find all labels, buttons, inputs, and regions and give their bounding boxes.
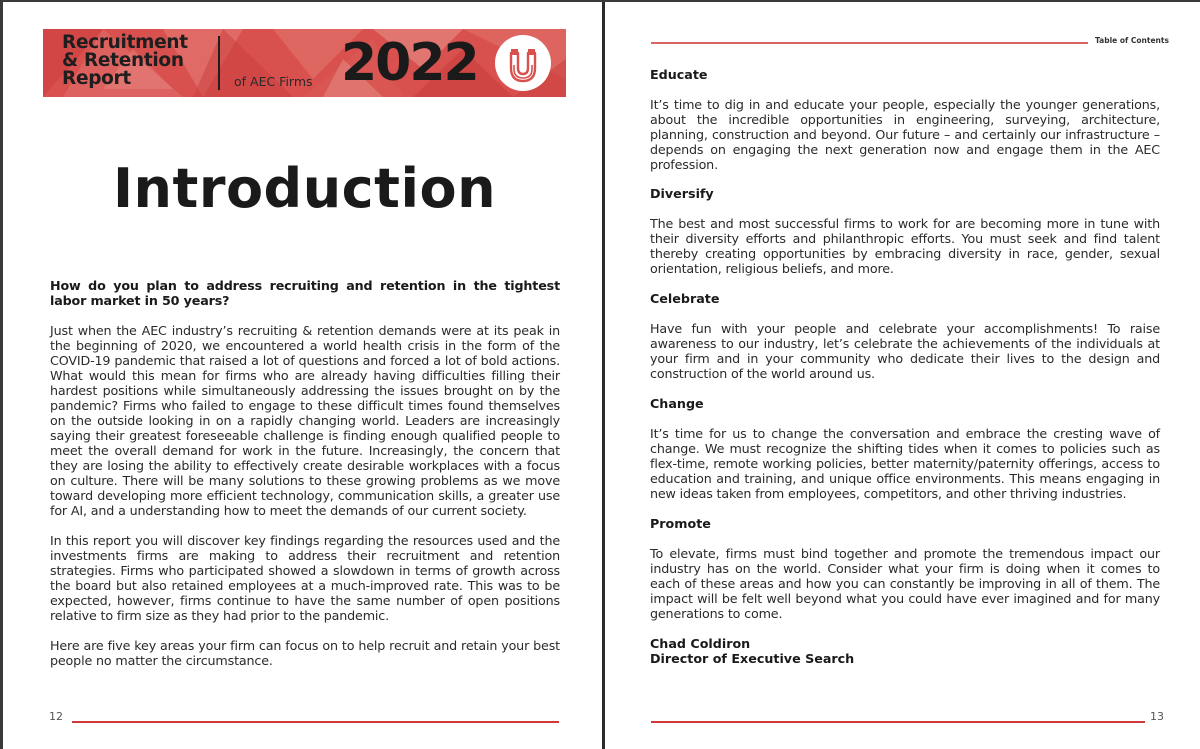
- section-diversify: [650, 186, 1160, 276]
- signature-name: Chad Coldiron: [650, 636, 751, 651]
- section-heading: Promote: [650, 516, 711, 531]
- page-13: [605, 2, 1200, 749]
- section-heading: Diversify: [650, 186, 714, 201]
- report-banner: [43, 29, 566, 97]
- section-celebrate: [650, 291, 1160, 381]
- section-text: It’s time to dig in and educate your people, especially the younger generations, about the incredible opportunities in engineering, surveying, architecture, planning, construction and beyond. Our future – and certainly our infrastructure – depends on engaging the next generation now and engage them in the AEC profession.: [650, 97, 1160, 172]
- section-heading: Change: [650, 396, 704, 411]
- section-change: [650, 396, 1160, 501]
- banner-title-line: & Retention: [62, 50, 184, 71]
- intro-paragraph: In this report you will discover key findings regarding the resources used and the investments firms are making to address their recruitment and retention strategies. Firms who participated showed a slowdown in terms of growth across the board but also retained employees at a much-improved rate. This was to be expected, however, firms continue to have the same number of open positions relative to firm size as they had prior to the pandemic.: [50, 533, 560, 623]
- table-of-contents-link[interactable]: Table of Contents: [1095, 36, 1169, 45]
- banner-title-line: Recruitment: [62, 32, 188, 53]
- intro-paragraph: Here are five key areas your firm can focus on to help recruit and retain your best people no matter the circumstance.: [50, 638, 560, 668]
- section-text: Have fun with your people and celebrate your accomplishments! To raise awareness to our industry, let’s celebrate the achievements of the individuals at your firm and in your community who dedicate their lives to the design and construction of the world around us.: [650, 321, 1160, 381]
- intro-paragraph: Just when the AEC industry’s recruiting & retention demands were at its peak in the beginning of 2020, we encountered a world health crisis in the form of the COVID-19 pandemic that raised a lot of questions and forced a lot of bold actions. What would this mean for firms who are already having difficulties filling their hardest positions while simultaneously addressing the issues brought on by the pandemic? Firms who failed to engage to these difficult times found themselves on the outside looking in on a rapidly changing world. Leaders are increasingly saying their greatest foreseeable challenge is finding enough qualified people to meet the overall demand for work in the future. Increasingly, the concern that they are losing the ability to effectively create desirable workplaces with a focus on culture. There will be many solutions to these growing problems as we move toward developing more efficient technology, communication skills, a greater use for AI, and a understanding how to meet the demands of our current society.: [50, 323, 560, 518]
- signature: [650, 636, 1160, 666]
- page-title: Introduction: [112, 157, 497, 220]
- page-12: [3, 2, 602, 749]
- magnet-icon: [495, 35, 551, 91]
- banner-title: [62, 34, 188, 88]
- page-number: 12: [49, 710, 63, 723]
- section-educate: [650, 67, 1160, 172]
- intro-question: How do you plan to address recruiting and retention in the tightest labor market in 50 years?: [50, 278, 560, 308]
- section-promote: [650, 516, 1160, 621]
- signature-title: Director of Executive Search: [650, 651, 855, 666]
- banner-subtitle: of AEC Firms: [234, 74, 313, 89]
- section-heading: Educate: [650, 67, 708, 82]
- section-text: To elevate, firms must bind together and promote the tremendous impact our industry has on the world. Consider what your firm is doing when it comes to each of these areas and how you can constantly be improving in all of them. The impact will be felt well beyond what you could have ever imagined and for many generations to come.: [650, 546, 1160, 621]
- banner-year: 2022: [341, 33, 478, 93]
- header-rule: [651, 42, 1088, 44]
- banner-title-line: Report: [62, 68, 131, 89]
- section-text: The best and most successful firms to work for are becoming more in tune with their diversity efforts and philanthropic efforts. You must seek and find talent thereby creating opportunities by embracing diversity in race, gender, sexual orientation, religious beliefs, and more.: [650, 216, 1160, 276]
- banner-divider: [218, 36, 220, 90]
- page-number: 13: [1150, 710, 1164, 723]
- section-text: It’s time for us to change the conversation and embrace the cresting wave of change. We must recognize the shifting tides when it comes to policies such as flex-time, remote working policies, better maternity/paternity offerings, access to education and training, and unique office environments. This means engaging in new ideas taken from employees, competitors, and other thriving industries.: [650, 426, 1160, 501]
- footer-rule: [651, 721, 1145, 723]
- footer-rule: [72, 721, 559, 723]
- section-heading: Celebrate: [650, 291, 720, 306]
